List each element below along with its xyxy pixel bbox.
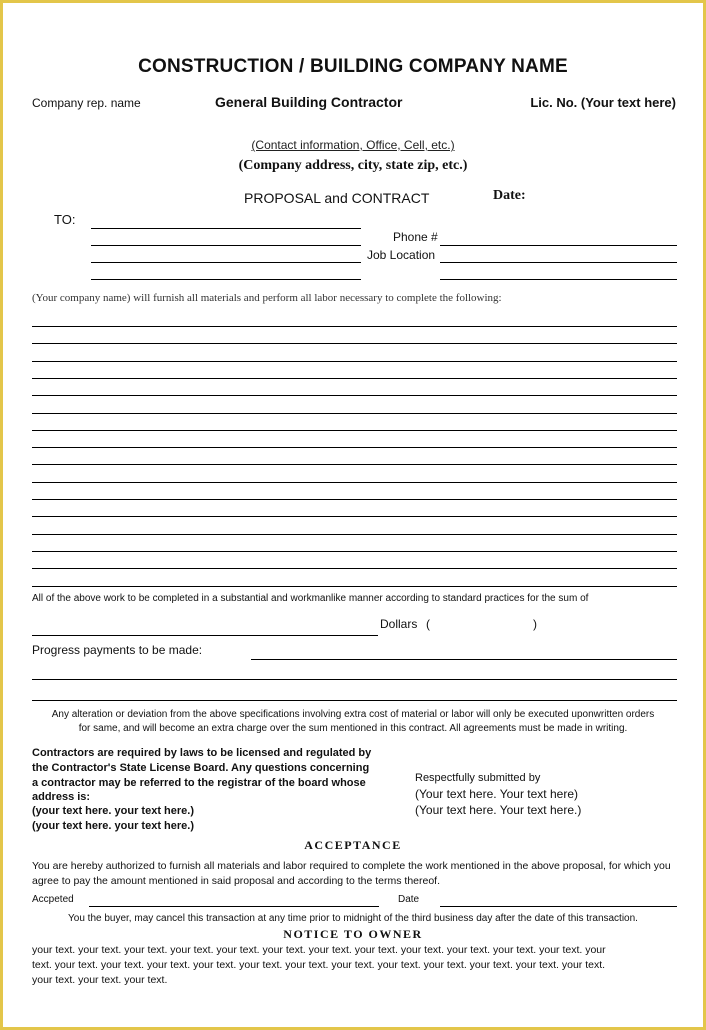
license-note-line: the Contractor's State License Board. Any questions concerning <box>32 762 370 774</box>
amount-open-paren: ( <box>426 617 430 631</box>
to-line-1[interactable] <box>91 228 361 229</box>
notice-to-owner-title: NOTICE TO OWNER <box>283 927 423 941</box>
work-description-line[interactable] <box>32 551 677 552</box>
phone-label: Phone # <box>393 230 438 244</box>
to-line-4[interactable] <box>91 279 361 280</box>
accepted-signature-line[interactable] <box>89 906 379 907</box>
work-description-line[interactable] <box>32 343 677 344</box>
acceptance-text-line-1: You are hereby authorized to furnish all materials and labor required to complete the work mentioned in the above proposal, for which you <box>32 860 671 872</box>
job-location-label: Job Location <box>367 248 436 262</box>
notice-text-line: text. your text. your text. your text. your text. your text. your text. your text. your text. your text. your text. your text. your text. <box>32 959 606 971</box>
license-note-line: (your text here. your text here.) <box>32 805 194 817</box>
to-line-3[interactable] <box>91 262 361 263</box>
amount-close-paren: ) <box>533 617 537 631</box>
contractor-type: General Building Contractor <box>215 94 403 110</box>
dollars-label: Dollars <box>380 617 418 631</box>
acceptance-date-label: Date <box>398 894 420 905</box>
progress-line-1[interactable] <box>251 659 677 660</box>
company-name-heading: CONSTRUCTION / BUILDING COMPANY NAME <box>138 56 568 77</box>
work-description-line[interactable] <box>32 361 677 362</box>
accepted-label: Accpeted <box>32 894 74 905</box>
to-label: TO: <box>54 212 76 227</box>
above-work-statement: All of the above work to be completed in a substantial and workmanlike manner according to standard practices for the sum of <box>32 593 589 604</box>
company-rep-name: Company rep. name <box>32 96 141 110</box>
notice-text-line: your text. your text. your text. your text. your text. your text. your text. your text. your text. your text. your text. your text. your <box>32 944 606 956</box>
work-description-line[interactable] <box>32 447 677 448</box>
proposal-title: PROPOSAL and CONTRACT <box>244 190 430 206</box>
job-location-line-1[interactable] <box>440 262 677 263</box>
job-location-line-2[interactable] <box>440 279 677 280</box>
acceptance-title: ACCEPTANCE <box>304 838 402 852</box>
license-note-line: address is: <box>32 791 91 803</box>
work-description-line[interactable] <box>32 534 677 535</box>
work-description-line[interactable] <box>32 395 677 396</box>
submitted-by-label: Respectfully submitted by <box>415 772 541 784</box>
notice-text-line: your text. your text. your text. <box>32 974 168 986</box>
work-description-line[interactable] <box>32 430 677 431</box>
phone-line[interactable] <box>440 245 677 246</box>
work-description-line[interactable] <box>32 568 677 569</box>
work-description-line[interactable] <box>32 378 677 379</box>
progress-line-2[interactable] <box>32 679 677 680</box>
progress-line-3[interactable] <box>32 700 677 701</box>
license-number: Lic. No. (Your text here) <box>530 95 676 110</box>
alteration-clause-line-2: for same, and will become an extra charge over the sum mentioned in this contract. All agreements must be made in writing. <box>78 723 628 734</box>
submitted-by-line-1: (Your text here. Your text here) <box>415 787 578 801</box>
work-description-line[interactable] <box>32 586 677 587</box>
work-description-line[interactable] <box>32 326 677 327</box>
submitted-by-line-2: (Your text here. Your text here.) <box>415 803 582 817</box>
license-note-line: Contractors are required by laws to be licensed and regulated by <box>32 747 372 759</box>
work-description-line[interactable] <box>32 464 677 465</box>
date-label: Date: <box>493 188 526 203</box>
contact-info: (Contact information, Office, Cell, etc.) <box>251 138 455 152</box>
work-description-line[interactable] <box>32 516 677 517</box>
to-line-2[interactable] <box>91 245 361 246</box>
company-address: (Company address, city, state zip, etc.) <box>238 158 468 173</box>
progress-payments-label: Progress payments to be made: <box>32 643 203 657</box>
license-note-line: (your text here. your text here.) <box>32 820 194 832</box>
furnish-statement: (Your company name) will furnish all materials and perform all labor necessary to complete the following: <box>32 292 502 304</box>
acceptance-date-line[interactable] <box>440 906 677 907</box>
work-description-line[interactable] <box>32 482 677 483</box>
work-description-line[interactable] <box>32 413 677 414</box>
work-description-line[interactable] <box>32 499 677 500</box>
alteration-clause-line-1: Any alteration or deviation from the above specifications involving extra cost of material or labor will only be executed uponwritten orders <box>51 709 655 720</box>
acceptance-text-line-2: agree to pay the amount mentioned in said proposal and according to the terms thereof. <box>32 875 441 887</box>
sum-line[interactable] <box>32 635 378 636</box>
buyer-cancel-notice: You the buyer, may cancel this transaction at any time prior to midnight of the third business day after the date of this transaction. <box>68 913 638 924</box>
license-note-line: a contractor may be referred to the registrar of the board whose <box>32 777 366 789</box>
